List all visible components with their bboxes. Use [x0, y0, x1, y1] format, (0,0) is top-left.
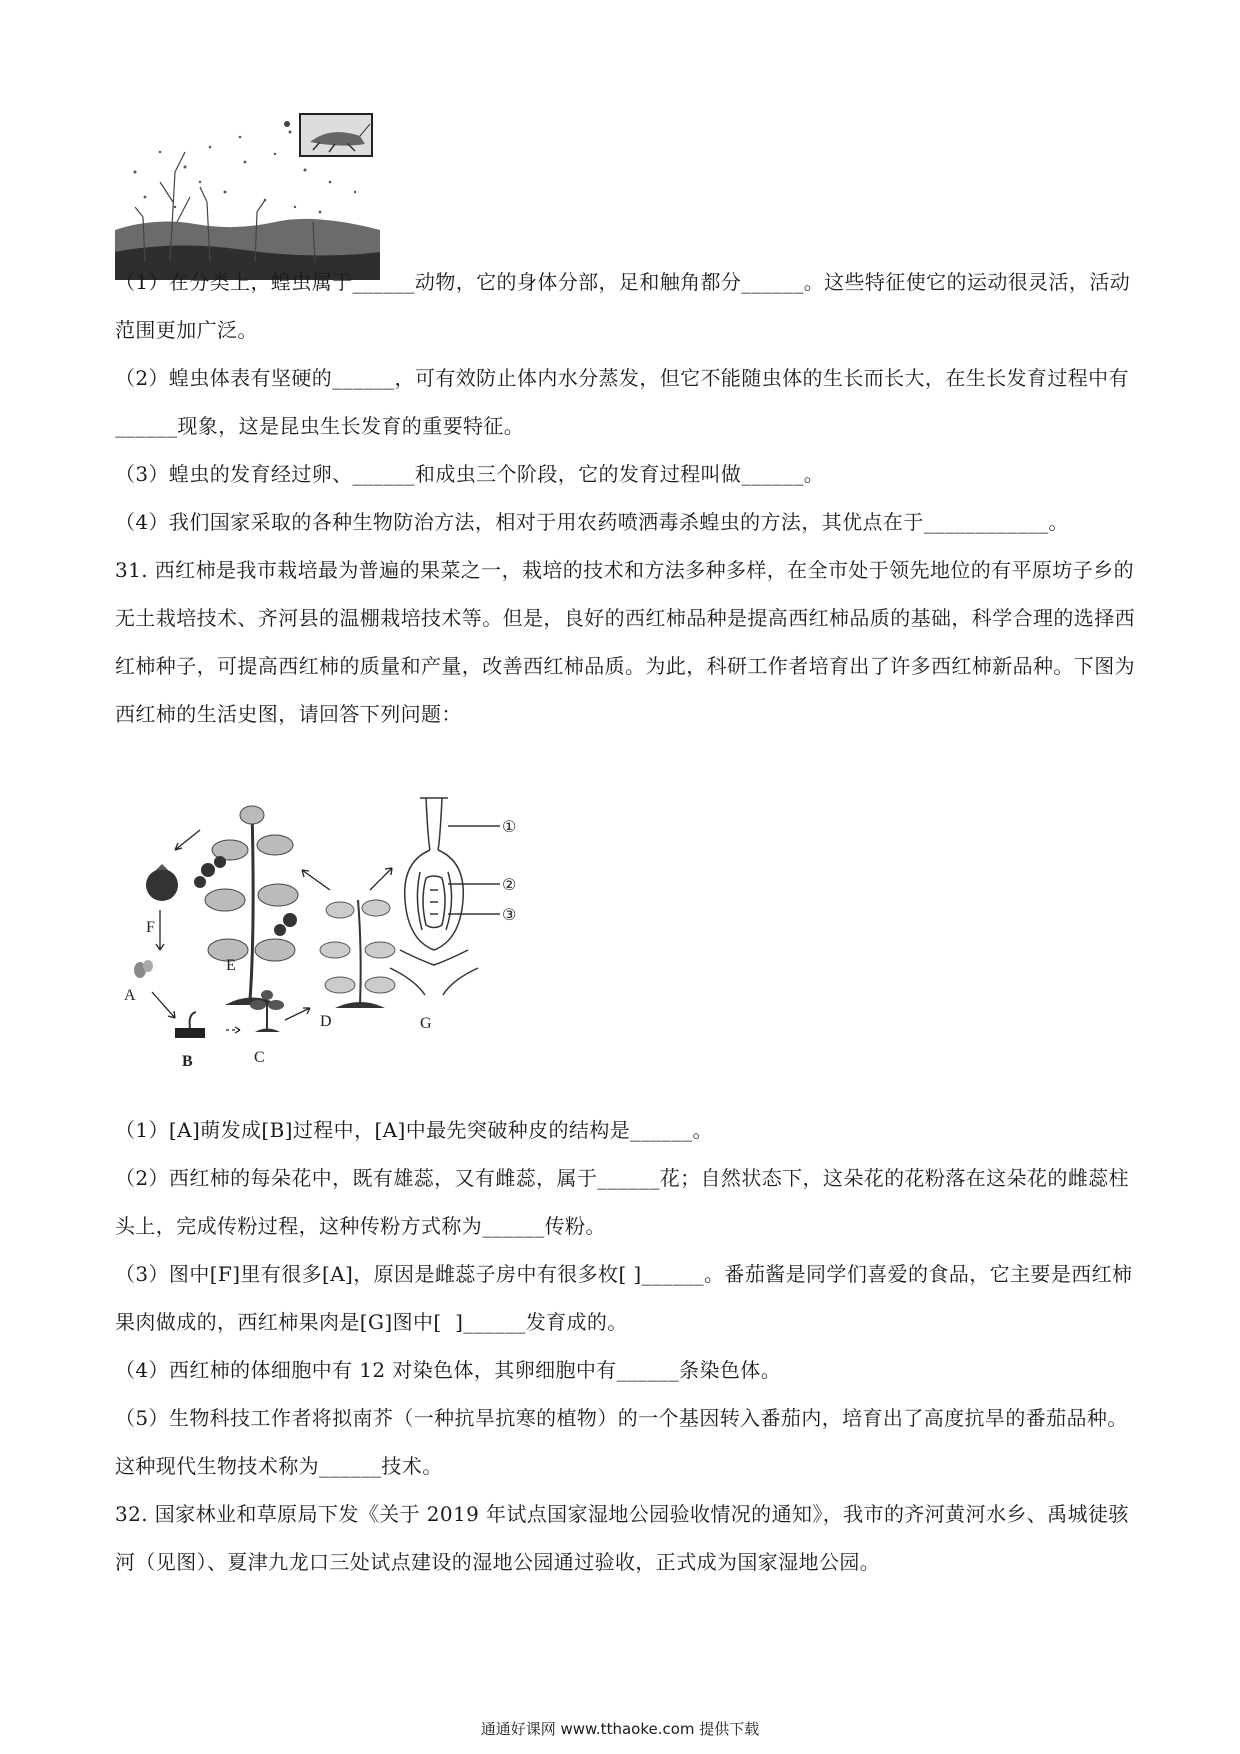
tomato-life-cycle-figure [124, 790, 600, 1095]
q31-part2: （2）西红柿的每朵花中，既有雄蕊，又有雌蕊，属于______花；自然状态下，这朵花的花粉落在这朵花的雌蕊柱头上，完成传粉过程，这种传粉方式称为______传粉。 [115, 1166, 1129, 1238]
q31-part5: （5）生物科技工作者将拟南芥（一种抗旱抗寒的植物）的一个基因转入番茄内，培育出了高度抗旱的番茄品种。这种现代生物技术称为______技术。 [115, 1406, 1128, 1478]
seedling-c [250, 990, 284, 1032]
label-3: ③ [502, 907, 517, 924]
label-g: G [420, 1015, 432, 1032]
pistil-g [390, 798, 500, 995]
label-e: E [226, 957, 236, 974]
q32-intro: 32. 国家林业和草原局下发《关于 2019 年试点国家湿地公园验收情况的通知》，我市的齐河黄河水乡、禹城徒骇河（见图）、夏津九龙口三处试点建设的湿地公园通过验收，正式成为国家湿地公园。 [115, 1502, 1129, 1574]
locust-swarm-figure [115, 112, 380, 280]
plant-e [194, 806, 298, 1005]
q31-part3: （3）图中[F]里有很多[A]，原因是雌蕊子房中有很多枚[ ]______。番茄酱是同学们喜爱的食品，它主要是西红柿果肉做成的，西红柿果肉是[G]图中[ ]______发育成的。 [115, 1262, 1133, 1334]
label-d: D [320, 1013, 332, 1030]
label-b: B [182, 1053, 193, 1070]
label-2: ② [502, 877, 517, 894]
q30-part4: （4）我们国家采取的各种生物防治方法，相对于用农药喷洒毒杀蝗虫的方法，其优点在于____________。 [115, 510, 1069, 534]
q31-part1: （1）[A]萌发成[B]过程中，[A]中最先突破种皮的结构是______。 [115, 1118, 713, 1142]
q30-part1: （1）在分类上，蝗虫属于______动物，它的身体分部，足和触角都分______。这些特征使它的运动很灵活，活动范围更加广泛。 [115, 270, 1131, 342]
q30-part2: （2）蝗虫体表有坚硬的______，可有效防止体内水分蒸发，但它不能随虫体的生长而长大，在生长发育过程中有______现象，这是昆虫生长发育的重要特征。 [115, 366, 1129, 438]
label-a: A [124, 987, 136, 1004]
label-c: C [254, 1049, 265, 1066]
label-1: ① [502, 819, 517, 836]
plant-d [320, 900, 395, 1008]
seedling-b [175, 1012, 205, 1038]
page-footer: 通通好课网 www.tthaoke.com 提供下载 [480, 1720, 760, 1738]
q30-part3: （3）蝗虫的发育经过卵、______和成虫三个阶段，它的发育过程叫做______。 [115, 462, 825, 486]
fruit-f [146, 864, 178, 901]
q31-part4: （4）西红柿的体细胞中有 12 对染色体，其卵细胞中有______条染色体。 [115, 1358, 782, 1382]
q31-intro: 31. 西红柿是我市栽培最为普遍的果菜之一，栽培的技术和方法多种多样，在全市处于领先地位的有平原坊子乡的无土栽培技术、齐河县的温棚栽培技术等。但是，良好的西红柿品种是提高西红柿品质的基础，科学合理的选择西红柿种子，可提高西红柿的质量和产量，改善西红柿品质。为此，科研工作者培育出了许多西红柿新品种。下图为西红柿的生活史图，请回答下列问题： [115, 558, 1135, 726]
label-f: F [146, 919, 155, 936]
seed-a [134, 960, 153, 978]
